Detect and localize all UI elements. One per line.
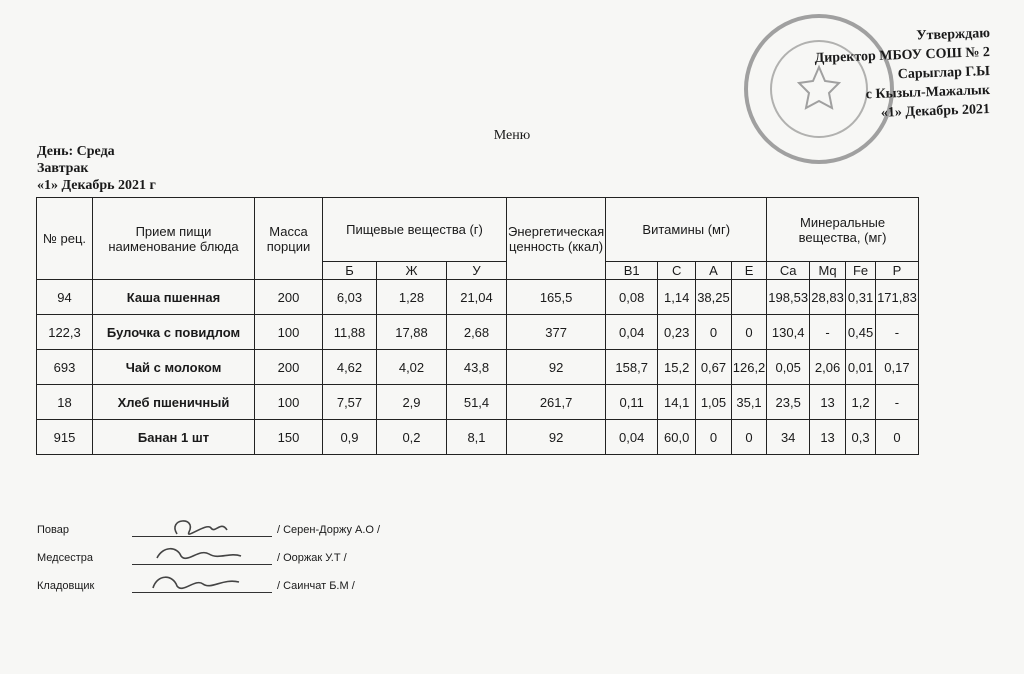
approval-block [760,25,991,123]
fat-cell: 2,9 [377,385,447,420]
vitamin-e-cell: 0 [731,315,767,350]
signature-name: / Ооржак У.Т / [277,552,347,564]
vitamin-b1-cell: 0,11 [606,385,658,420]
recipe-no-cell: 94 [37,280,93,315]
dish-cell: Банан 1 шт [93,420,255,455]
protein-cell: 4,62 [323,350,377,385]
calcium-cell: 130,4 [767,315,810,350]
subheader-fe: Fe [846,262,876,280]
date-label: «1» Декабрь 2021 г [37,178,156,193]
iron-cell: 0,45 [846,315,876,350]
handwritten-signature-icon [137,570,257,598]
document-header [37,143,156,194]
fat-cell: 4,02 [377,350,447,385]
phosphorus-cell: 171,83 [876,280,919,315]
header-mass: Масса порции [255,198,323,280]
vitamin-e-cell [731,280,767,315]
signature-line [132,564,272,565]
header-recipe-no: № рец. [37,198,93,280]
iron-cell: 0,3 [846,420,876,455]
recipe-no-cell: 693 [37,350,93,385]
iron-cell: 0,31 [846,280,876,315]
carb-cell: 2,68 [447,315,507,350]
signature-role: Повар [37,524,69,536]
vitamin-c-cell: 0,23 [658,315,696,350]
magnesium-cell: 28,83 [810,280,846,315]
mass-cell: 100 [255,315,323,350]
day-label: День: Среда [37,144,115,159]
calcium-cell: 34 [767,420,810,455]
magnesium-cell: 13 [810,385,846,420]
vitamin-c-cell: 60,0 [658,420,696,455]
protein-cell: 11,88 [323,315,377,350]
vitamin-b1-cell: 158,7 [606,350,658,385]
vitamin-a-cell: 0,67 [696,350,732,385]
phosphorus-cell: - [876,315,919,350]
carb-cell: 51,4 [447,385,507,420]
energy-cell: 92 [507,420,606,455]
table-row [37,420,919,455]
table-row [37,350,919,385]
energy-cell: 261,7 [507,385,606,420]
subheader-c: С [658,262,696,280]
calcium-cell: 198,53 [767,280,810,315]
signature-line [132,536,272,537]
magnesium-cell: 13 [810,420,846,455]
magnesium-cell: - [810,315,846,350]
subheader-b1: В1 [606,262,658,280]
handwritten-signature-icon [137,542,257,570]
dish-cell: Чай с молоком [93,350,255,385]
recipe-no-cell: 915 [37,420,93,455]
vitamin-a-cell: 0 [696,315,732,350]
header-minerals: Минеральные вещества, (мг) [767,198,919,262]
magnesium-cell: 2,06 [810,350,846,385]
signature-role: Кладовщик [37,580,95,592]
phosphorus-cell: 0,17 [876,350,919,385]
fat-cell: 0,2 [377,420,447,455]
calcium-cell: 23,5 [767,385,810,420]
subheader-ca: Ca [767,262,810,280]
approval-place: с Кызыл-Мажалык [865,82,991,103]
energy-cell: 165,5 [507,280,606,315]
dish-cell: Хлеб пшеничный [93,385,255,420]
table-row [37,315,919,350]
subheader-zh: Ж [377,262,447,280]
subheader-mg: Mq [810,262,846,280]
signature-line [132,592,272,593]
table-row [37,280,919,315]
vitamin-b1-cell: 0,04 [606,315,658,350]
mass-cell: 100 [255,385,323,420]
approval-date: «1» Декабрь 2021 [880,101,991,121]
phosphorus-cell: - [876,385,919,420]
vitamin-a-cell: 0 [696,420,732,455]
document-title: Меню [493,128,531,143]
handwritten-signature-icon [137,514,257,542]
carb-cell: 21,04 [447,280,507,315]
protein-cell: 7,57 [323,385,377,420]
vitamin-b1-cell: 0,08 [606,280,658,315]
fat-cell: 1,28 [377,280,447,315]
subheader-e: Е [731,262,767,280]
calcium-cell: 0,05 [767,350,810,385]
approval-title: Утверждаю [916,25,991,44]
approval-person: Сарыглар Г.Ы [897,63,991,83]
menu-table [36,197,919,455]
vitamin-a-cell: 1,05 [696,385,732,420]
vitamin-b1-cell: 0,04 [606,420,658,455]
carb-cell: 8,1 [447,420,507,455]
table-row [37,385,919,420]
signature-name: / Серен-Доржу А.О / [277,524,381,536]
signature-name: / Саинчат Б.М / [277,580,355,592]
vitamin-a-cell: 38,25 [696,280,732,315]
recipe-no-cell: 18 [37,385,93,420]
protein-cell: 6,03 [323,280,377,315]
iron-cell: 1,2 [846,385,876,420]
mass-cell: 200 [255,280,323,315]
header-vitamins: Витамины (мг) [606,198,767,262]
header-energy: Энергетическая ценность (ккал) [507,198,606,280]
dish-cell: Булочка с повидлом [93,315,255,350]
vitamin-e-cell: 126,2 [731,350,767,385]
subheader-p: P [876,262,919,280]
vitamin-c-cell: 15,2 [658,350,696,385]
subheader-u: У [447,262,507,280]
meal-label: Завтрак [37,161,89,176]
carb-cell: 43,8 [447,350,507,385]
energy-cell: 377 [507,315,606,350]
protein-cell: 0,9 [323,420,377,455]
header-nutrients: Пищевые вещества (г) [323,198,507,262]
phosphorus-cell: 0 [876,420,919,455]
subheader-b: Б [323,262,377,280]
signature-role: Медсестра [37,552,93,564]
subheader-a: А [696,262,732,280]
vitamin-e-cell: 35,1 [731,385,767,420]
vitamin-e-cell: 0 [731,420,767,455]
dish-cell: Каша пшенная [93,280,255,315]
fat-cell: 17,88 [377,315,447,350]
vitamin-c-cell: 1,14 [658,280,696,315]
approval-position: Директор МБОУ СОШ № 2 [814,44,991,67]
energy-cell: 92 [507,350,606,385]
iron-cell: 0,01 [846,350,876,385]
mass-cell: 200 [255,350,323,385]
vitamin-c-cell: 14,1 [658,385,696,420]
mass-cell: 150 [255,420,323,455]
recipe-no-cell: 122,3 [37,315,93,350]
header-dish: Прием пищи наименование блюда [93,198,255,280]
